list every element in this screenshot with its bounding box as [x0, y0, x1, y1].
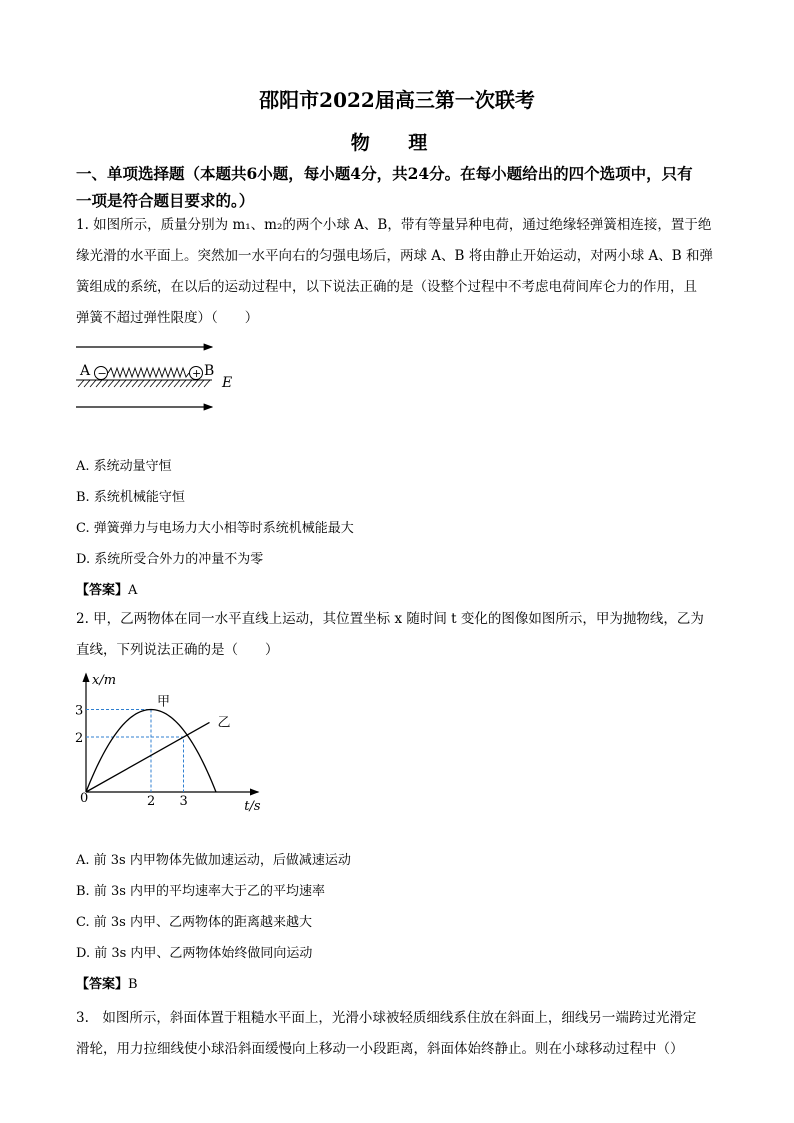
answer-value: B: [128, 977, 138, 992]
guide-line-jia-peak: [86, 710, 151, 793]
q3-line: 3. 如图所示，斜面体置于粗糙水平面上，光滑小球被轻质细线系住放在斜面上，细线另一端跨过光滑定: [76, 1010, 697, 1026]
q2-xt-chart: [72, 668, 272, 818]
option-a: A. 前 3s 内甲物体先做加速运动，后做减速运动: [76, 853, 351, 868]
q1-answer: [76, 579, 137, 598]
x-tick-label: 2: [147, 794, 156, 809]
series-yi-label: 乙: [217, 715, 231, 731]
answer-value: A: [128, 583, 138, 598]
option-b: B. 系统机械能守恒: [76, 490, 185, 505]
y-tick-label: 2: [75, 731, 84, 746]
option-b: B. 前 3s 内甲的平均速率大于乙的平均速率: [76, 884, 326, 899]
answer-bracket: 【答案】: [76, 583, 129, 598]
q2-answer: [76, 973, 138, 992]
ball-a-label: A: [80, 363, 91, 379]
ball-b-label: B: [204, 363, 215, 379]
ball-b-charge: +: [192, 367, 202, 380]
q1-line: 缘光滑的水平面上。突然加一水平向右的匀强电场后，两球 A、B 将由静止开始运动，对两小球 A、B 和弹: [76, 248, 714, 264]
option-c: C. 弹簧弹力与电场力大小相等时系统机械能最大: [76, 521, 354, 536]
option-d: D. 系统所受合外力的冲量不为零: [76, 552, 264, 567]
option-a: A. 系统动量守恒: [76, 459, 172, 474]
q1-line: 簧组成的系统，在以后的运动过程中，以下说法正确的是（设整个过程中不考虑电荷间库仑力的作用，且: [76, 279, 697, 295]
option-d: D. 前 3s 内甲、乙两物体始终做同向运动: [76, 946, 313, 961]
field-label: E: [222, 375, 233, 391]
x-axis-label: t/s: [244, 799, 261, 814]
x-tick-label: 3: [179, 794, 188, 809]
series-jia-label: 甲: [157, 694, 171, 710]
question-1-stem: [76, 210, 726, 334]
section-heading-line2: 一项是符合题目要求的。）: [76, 191, 255, 210]
q1-spring-figure: [72, 340, 252, 422]
option-c: C. 前 3s 内甲、乙两物体的距离越来越大: [76, 915, 312, 930]
question-2-stem: [76, 604, 726, 666]
answer-bracket: 【答案】: [76, 977, 129, 992]
origin-label: 0: [80, 791, 89, 806]
ground-hatching: [78, 380, 210, 387]
section-heading: [76, 160, 726, 214]
ball-a-charge: −: [97, 367, 107, 380]
q1-line: 弹簧不超过弹性限度）（ ）: [76, 310, 259, 326]
q2-line: 直线，下列说法正确的是（ ）: [76, 642, 279, 658]
y-axis-label: x/m: [92, 672, 117, 688]
section-heading-line1: 一、单项选择题（本题共6小题，每小题4分，共24分。在每小题给出的四个选项中，只有: [76, 164, 693, 183]
q1-line: 1. 如图所示，质量分别为 m₁、m₂的两个小球 A、B，带有等量异种电荷，通过绝缘轻弹簧相连接，置于绝: [76, 217, 712, 233]
q3-line: 滑轮，用力拉细线使小球沿斜面缓慢向上移动一小段距离，斜面体始终静止。则在小球移动过程中（）: [76, 1041, 684, 1057]
subject-title: 物 理: [350, 132, 444, 154]
spring: [108, 368, 189, 377]
series-yi-line: [86, 722, 210, 792]
q2-line: 2. 甲，乙两物体在同一水平直线上运动，其位置坐标 x 随时间 t 变化的图像如图所示，甲为抛物线，乙为: [76, 611, 704, 627]
question-3-stem: [76, 1003, 726, 1065]
exam-title: 邵阳市2022届高三第一次联考: [259, 88, 535, 112]
y-tick-label: 3: [75, 703, 84, 719]
